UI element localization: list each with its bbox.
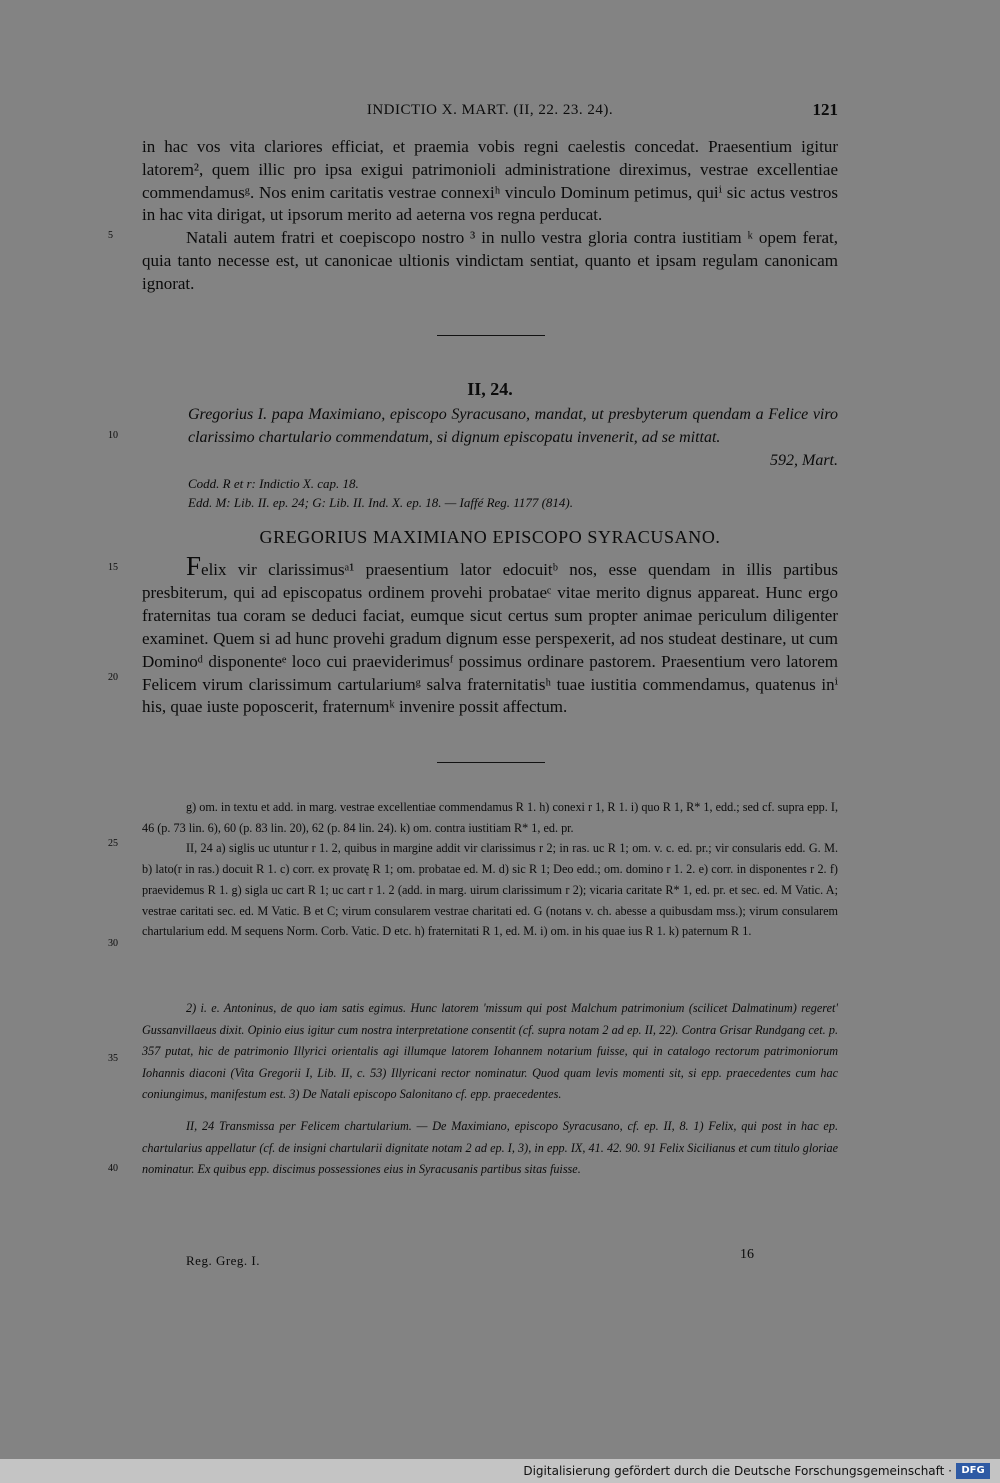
letter-summary bbox=[188, 404, 838, 449]
running-header bbox=[142, 98, 838, 124]
line-number: 40 bbox=[108, 1163, 118, 1174]
paragraph: Felix vir clarissimusᵃ¹ praesentium lator edocuitᵇ nos, esse quendam in illis partibus presbiterum, qui ad episcopatus ordinem provehi probataeᶜ vitae merito dignus appareat. Hunc ergo fraternitas tua coram se deduci faciat, eumque sicut certus sum propter animae periculum diligenter examinet. Quem si ad hunc provehi gradum dignum esse perspexerit, ad nos studeat destinare, ut cum Dominoᵈ disponenteᵉ loco cui praeviderimusᶠ possimus ordinare pastorem. Praesentium vero latorem Felicem virum clarissimum cartulariumᵍ salva fraternitatisʰ tuae iustitia commendamus, quatenus inⁱ his, quae iuste poposcerit, fraternumᵏ invenire possit affectum. bbox=[142, 551, 838, 717]
letter-continuation bbox=[142, 136, 838, 296]
sheet-number: 16 bbox=[740, 1247, 754, 1262]
line-number: 30 bbox=[108, 938, 118, 949]
commentary-notes bbox=[142, 998, 838, 1181]
critical-apparatus bbox=[142, 797, 838, 942]
note-block: II, 24 Transmissa per Felicem chartularium. — De Maximiano, episcopo Syracusano, cf. ep. II, 8. 1) Felix, qui post in hac ep. chartularius appellatur (cf. de insigni chartularii dignitate notam 2 ad ep. I, 3), in epp. IX, 41. 42. 90. 91 Felix Sicilianus et cum titulo gloriae nominatur. Ex quibus epp. discimus possessiones eius in Syracusanis partibus sitas fuisse. bbox=[142, 1118, 838, 1177]
apparatus-block: II, 24 a) siglis uc utuntur r 1. 2, quibus in margine addit vir clarissimus r 2; in ras. uc R 1; om. v. c. ed. pr.; vir consularis edd. G. M. b) lato(r in ras.) docuit R 1. c) corr. ex provatę R 1; om. probatae ed. M. d) sic R 1; Deo edd.; om. domino r 1. 2. e) corr. in disponentes r 2. f) praevidemus R 1. g) sigla uc cart R 1; uc cart r 1. 2 (add. in marg. uirum clarissimum r 2); vicaria caritate R* 1, ed. pr. et sec. ed. M Vatic. A; vestrae caritati sec. ed. M Vatic. B et C; virum consularem vestrae charitati ed. G (notans v. ch. abesse a quibusdam mss.); virum consularem chartularium edd. M sequens Norm. Corb. Vatic. D etc. h) fraternitati R 1, ed. M. i) om. in his quae ius R 1. k) paternum R 1. bbox=[142, 841, 838, 939]
signature-mark: Reg. Greg. I. bbox=[186, 1253, 261, 1268]
paragraph: in hac vos vita clariores efficiat, et praemia vobis regni caelestis concedat. Praesentium igitur latorem², quem illic pro ipsa exigui patrimonioli administratione direximus, vestrae excellentiae commendamusᵍ. Nos enim caritatis vestrae connexiʰ vinculo Dominum petimus, quiⁱ sic actus vestros in hac vita dirigat, ut ipsorum merito ad aeterna vos regna perducat. bbox=[142, 137, 838, 225]
letter-heading: GREGORIUS MAXIMIANO EPISCOPO SYRACUSANO. bbox=[259, 527, 721, 547]
section-divider bbox=[437, 762, 545, 763]
line-number: 15 bbox=[108, 562, 118, 573]
paragraph: Natali autem fratri et coepiscopo nostro ³ in nullo vestra gloria contra iustitiam ᵏ opem ferat, quia tanto necesse est, ut canonicae ultionis vindictam sentiat, quanto et ipsam regulam canonicam ignorat. bbox=[142, 228, 838, 293]
section-divider bbox=[437, 335, 545, 336]
page-number: 121 bbox=[812, 100, 838, 119]
letter-number: II, 24. bbox=[467, 379, 513, 399]
note-block: 2) i. e. Antoninus, de quo iam satis egimus. Hunc latorem 'missum qui post Malchum patrimonium (scilicet Dalmatinum) regeret' Gussanvillaeus dixit. Opinio eius igitur cum nostra interpretatione consentit (cf. supra notam 2 ad ep. II, 22). Contra Grisar Rundgang cet. p. 357 putat, hic de patrimonio Illyrici orientalis agi illumque latorem Iohannem notarium fuisse, qui in catalogo rectorum patrimoniorum Iohannis diaconi (Vita Gregorii I, Lib. II, c. 53) Illyricani rector nominatur. Quod quam levis momenti sit, si epp. praecedentes cum hac coniungimus, manifestum est. 3) De Natali episcopo Salonitano cf. epp. praecedentes. bbox=[142, 1001, 838, 1102]
line-number: 20 bbox=[108, 672, 118, 683]
letter-date: 592, Mart. bbox=[770, 452, 838, 469]
codices-line: Codd. R et r: Indictio X. cap. 18. bbox=[188, 476, 359, 491]
line-number: 35 bbox=[108, 1053, 118, 1064]
header-title: INDICTIO X. MART. (II, 22. 23. 24). bbox=[366, 102, 614, 118]
line-number: 5 bbox=[108, 230, 113, 241]
editions-line: Edd. M: Lib. II. ep. 24; G: Lib. II. Ind. X. ep. 18. — Iaffé Reg. 1177 (814). bbox=[188, 495, 573, 510]
line-number: 10 bbox=[108, 430, 118, 441]
digitization-bar bbox=[0, 1459, 1000, 1483]
line-number: 25 bbox=[108, 838, 118, 849]
funding-notice: Digitalisierung gefördert durch die Deutsche Forschungsgemeinschaft · bbox=[523, 1464, 952, 1478]
apparatus-block: g) om. in textu et add. in marg. vestrae excellentiae commendamus R 1. h) conexi r 1, R 1. i) quo R 1, R* 1, edd.; sed cf. supra epp. I, 46 (p. 73 lin. 6), 60 (p. 83 lin. 20), 62 (p. 84 lin. 24). k) om. contra iustitiam R* 1, ed. pr. bbox=[142, 800, 838, 835]
dfg-logo: DFG bbox=[956, 1463, 990, 1479]
summary-text: Gregorius I. papa Maximiano, episcopo Syracusano, mandat, ut presbyterum quendam a Felice viro clarissimo chartulario commendatum, si dignum episcopatu invenerit, ad se mittat. bbox=[188, 406, 838, 446]
letter-text bbox=[142, 551, 838, 719]
